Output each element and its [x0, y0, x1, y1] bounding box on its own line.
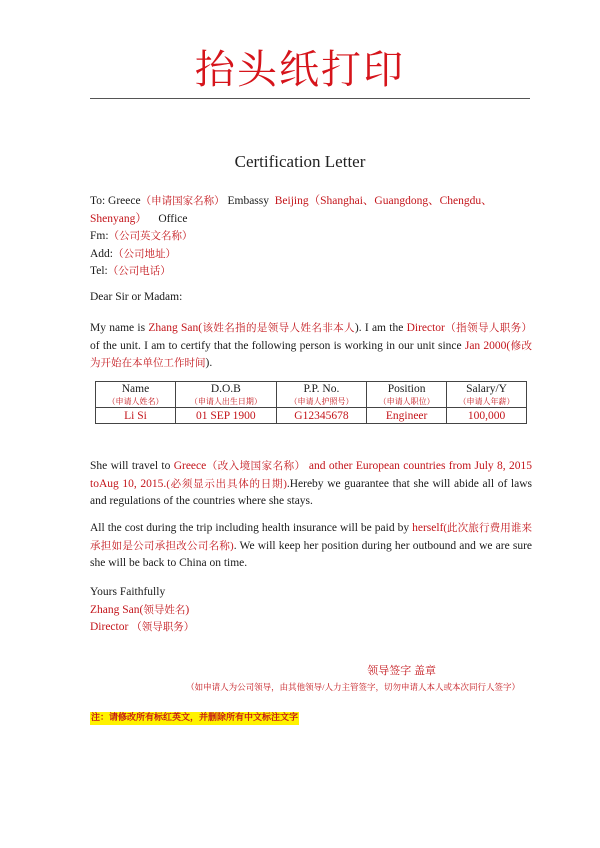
table-cell: 01 SEP 1900	[175, 408, 276, 424]
table-header-cell: D.O.B （申请人出生日期）	[175, 382, 276, 408]
table-header-cell: Position （申请人职位）	[367, 382, 447, 408]
header-rule	[90, 98, 530, 99]
paragraph-2: She will travel to Greece（改入境国家名称） and other European countries from July 8, 2015 toAug 10, 2015.(必须显示出具体的日期).Hereby we guarantee that she will abide all of laws and regulations of the countries where she stays.	[90, 460, 533, 507]
table-header-row	[96, 382, 527, 408]
to-line-2: Shenyang） Office	[90, 212, 188, 225]
fm-line: Fm:（公司英文名称）	[90, 230, 193, 242]
add-line: Add:（公司地址）	[90, 247, 176, 260]
letter-title: Certification Letter	[234, 152, 366, 171]
address-block	[90, 193, 532, 281]
signature-note: （如申请人为公司领导，由其他领导/人力主管签字，切勿申请人本人或本次同行人签字）	[186, 682, 520, 692]
edit-instruction-note: 注：请修改所有标红英文，并删除所有中文标注文字	[91, 713, 299, 723]
tel-line: Tel:（公司电话）	[90, 265, 171, 277]
table-cell: G12345678	[276, 408, 366, 424]
table-header-cell: P.P. No. （申请人护照号）	[276, 382, 366, 408]
table-cell: 100,000	[447, 408, 527, 424]
applicant-table	[95, 381, 527, 424]
closing-title: Director （领导职务）	[90, 621, 195, 633]
salutation: Dear Sir or Madam:	[90, 291, 183, 303]
closing-name: Zhang San(领导姓名)	[90, 603, 190, 616]
table-cell: Li Si	[96, 408, 176, 424]
table-cell: Engineer	[367, 408, 447, 424]
closing-yours: Yours Faithfully	[90, 586, 166, 598]
signature-stamp-label: 领导签字 盖章	[367, 665, 436, 677]
closing-block	[90, 584, 532, 637]
paragraph-3: All the cost during the trip including health insurance will be paid by herself(此次旅行费用谁来承担如是公司承担改公司名称). We will keep her position during her outbound and we are sure she will be back to China on time.	[90, 522, 532, 569]
paragraph-1: My name is Zhang San(该姓名指的是领导人姓名非本人). I am the Director（指领导人职务） of the unit. I am to certify that the following person is working in our unit since Jan 2000(修改为开始在本单位工作时间).	[90, 322, 533, 369]
letterhead-title: 抬头纸打印	[195, 47, 405, 92]
to-line: To: Greece（申请国家名称） Embassy Beijing（Shanghai、Guangdong、Chengdu、	[90, 195, 493, 207]
table-row	[96, 408, 527, 424]
table-header-cell: Salary/Y （申请人年薪）	[447, 382, 527, 408]
table-header-cell: Name （申请人姓名）	[96, 382, 176, 408]
